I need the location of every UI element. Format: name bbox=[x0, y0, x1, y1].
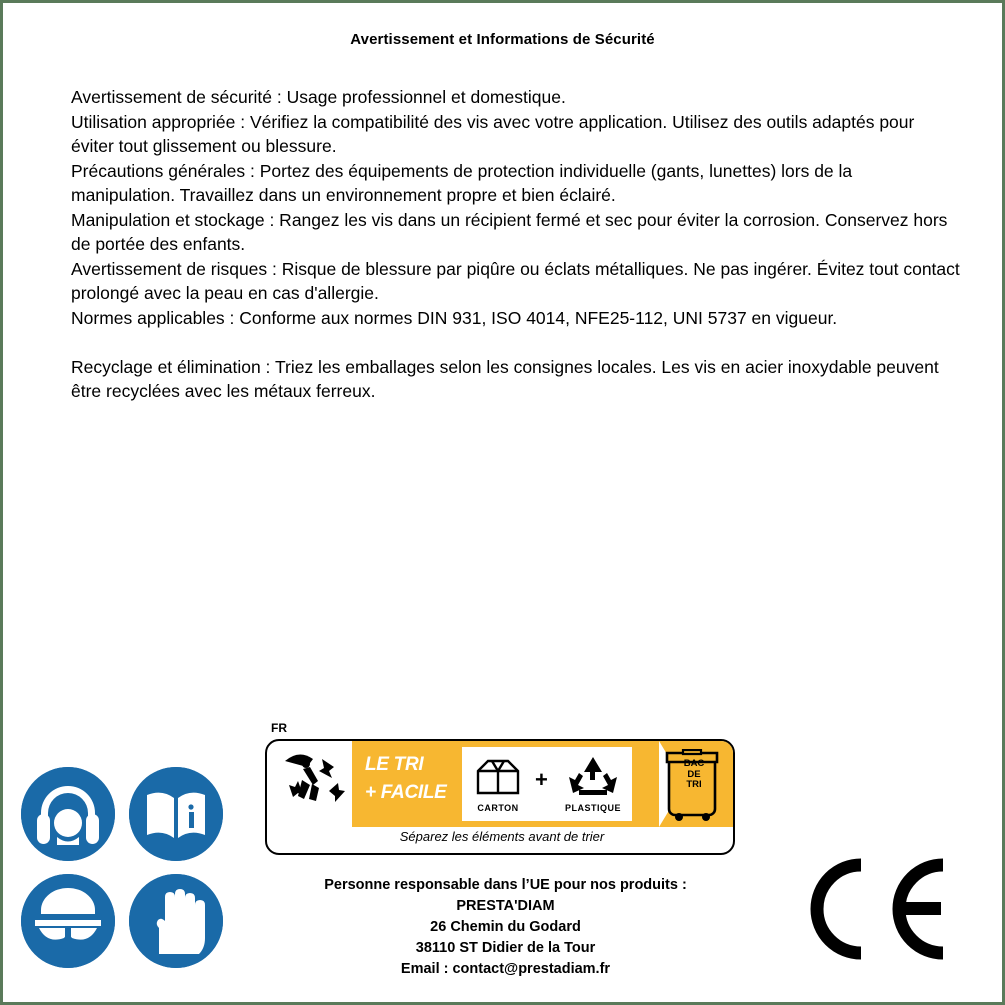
plus-sign: + bbox=[535, 767, 548, 792]
address-line-2: 38110 ST Didier de la Tour bbox=[415, 940, 596, 956]
paragraph-recycling: Recyclage et élimination : Triez les emballages selon les consignes locales. Les vis en acier inoxydable peuvent être recyclées avec les métaux ferreux. bbox=[71, 356, 939, 401]
triman-slogan-line1: LE TRI bbox=[365, 754, 424, 775]
address-line-1: 26 Chemin du Godard bbox=[430, 919, 581, 935]
paragraph-applicable-standards: Normes applicables : Conforme aux normes DIN 931, ISO 4014, NFE25-112, UNI 5737 en vigueur. bbox=[71, 307, 838, 328]
triman-slogan bbox=[365, 751, 460, 807]
contact-email: Email : contact@prestadiam.fr bbox=[400, 961, 611, 977]
safety-information-text bbox=[71, 85, 961, 404]
triman-recycling-logo bbox=[265, 721, 735, 855]
carton-box-icon bbox=[472, 755, 524, 801]
protective-gloves-icon bbox=[129, 874, 223, 968]
paragraph-general-precautions: Précautions générales : Portez des équipements de protection individuelle (gants, lunettes) lors de la manipulation. Travaillez dans un environnement propre et bien éclairé. bbox=[71, 160, 853, 205]
bin-line1: BAC bbox=[683, 758, 705, 769]
ce-mark-icon bbox=[803, 855, 953, 963]
read-instructions-icon bbox=[129, 767, 223, 861]
bin-line2: DE bbox=[687, 768, 701, 780]
safety-pictograms bbox=[18, 767, 226, 975]
responsible-heading-ue: UE bbox=[529, 877, 550, 893]
plastique-recycle-icon bbox=[565, 753, 621, 801]
plastique-label: PLASTIQUE bbox=[564, 803, 621, 813]
carton-label: CARTON bbox=[477, 803, 519, 813]
responsible-heading-prefix: Personne responsable dans l’ bbox=[324, 877, 530, 893]
paragraph-handling-storage: Manipulation et stockage : Rangez les vis dans un récipient fermé et sec pour éviter la corrosion. Conservez hors de portée des enfants. bbox=[71, 209, 948, 254]
responsible-heading bbox=[233, 875, 778, 896]
paragraph-risk-warning: Avertissement de risques : Risque de blessure par piqûre ou éclats métalliques. Ne pas ingérer. Évitez tout contact prolongé avec la peau en cas d'allergie. bbox=[71, 258, 960, 303]
triman-country-label: FR bbox=[271, 721, 287, 735]
triman-slogan-line2: + FACILE bbox=[365, 782, 447, 803]
responsible-person-block bbox=[233, 875, 778, 980]
responsible-heading-suffix: pour nos produits : bbox=[549, 877, 687, 893]
triman-figure-icon bbox=[275, 747, 351, 821]
bin-line3: TRI bbox=[686, 779, 702, 790]
triman-frame bbox=[265, 739, 735, 855]
page-title: Avertissement et Informations de Sécurité bbox=[350, 31, 655, 48]
bac-de-tri-label bbox=[664, 759, 724, 791]
paragraph-safety-warning: Avertissement de sécurité : Usage professionnel et domestique. bbox=[71, 87, 566, 107]
triman-footer-text: Séparez les éléments avant de trier bbox=[399, 829, 605, 844]
eye-protection-icon bbox=[21, 874, 115, 968]
paragraph-proper-use: Utilisation appropriée : Vérifiez la compatibilité des vis avec votre application. Utilisez des outils adaptés pour éviter tout glissement ou blessure. bbox=[71, 111, 915, 156]
ear-protection-icon bbox=[21, 767, 115, 861]
company-name: PRESTA'DIAM bbox=[456, 898, 555, 914]
